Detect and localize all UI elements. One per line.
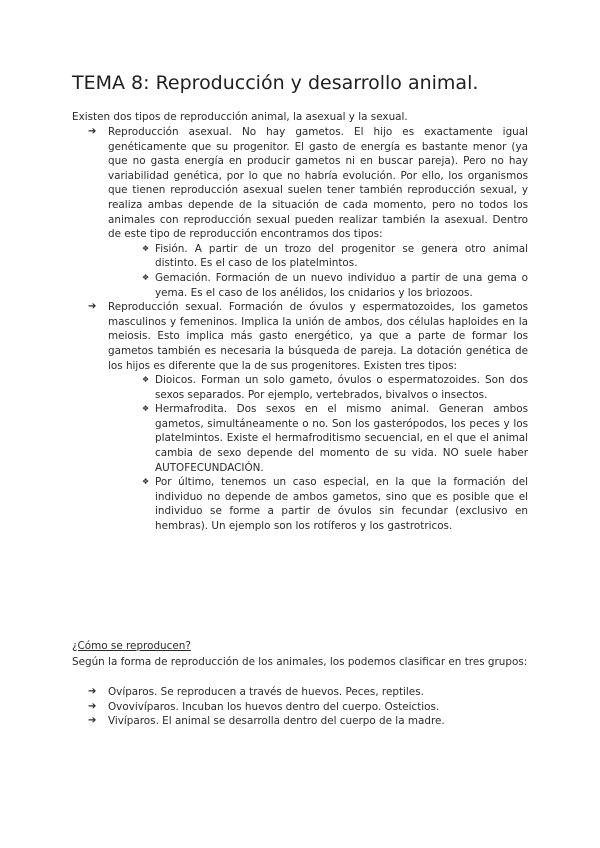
sexual-subtypes bbox=[108, 373, 528, 534]
sub-item-text: Dioicos. Forman un solo gameto, óvulos o espermatozoides. Son dos sexos separados. Por ejemplo, vertebrados, bivalvos o insectos. bbox=[155, 374, 528, 401]
reproduction-types-list bbox=[88, 125, 528, 534]
sub-item-text: Por último, tenemos un caso especial, en la que la formación del individuo no depende de ambos gametos, sino que es posible que el individuo se forme a partir de óvulos sin fecundar (exclusivo en hembras). Un ejemplo son los rotíferos y los gastrotricos. bbox=[155, 476, 528, 533]
asexual-subtypes bbox=[108, 242, 528, 300]
list-item-ovoviviparos bbox=[88, 700, 528, 715]
list-item-sexual bbox=[88, 300, 528, 534]
arrow-bullet-icon: ➔ bbox=[88, 700, 97, 712]
sub-item-dioicos bbox=[142, 373, 528, 402]
sub-item-gemacion bbox=[142, 271, 528, 300]
list-item-text: Ovíparos. Se reproducen a través de huevos. Peces, reptiles. bbox=[108, 686, 424, 698]
section-heading: ¿Cómo se reproducen? bbox=[72, 640, 191, 652]
sub-item-text: Fisión. A partir de un trozo del progenitor se genera otro animal distinto. Es el caso de los platelmintos. bbox=[155, 242, 528, 270]
arrow-bullet-icon: ➔ bbox=[88, 686, 97, 697]
sub-item-text: Hermafrodita. Dos sexos en el mismo animal. Generan ambos gametos, simultáneamente o no. Son los gasterópodos, los peces y los platelmintos. Existe el hermafroditismo secuencial, en el que el animal cambia de sexo depende del momento de su vida. NO suele haber AUTOFECUNDACIÓN. bbox=[155, 403, 528, 474]
arrow-bullet-icon: ➔ bbox=[88, 126, 97, 137]
diamond-bullet-icon: ❖ bbox=[142, 272, 150, 282]
list-item-asexual bbox=[88, 125, 528, 300]
intro-paragraph: Existen dos tipos de reproducción animal, la asexual y la sexual. bbox=[72, 111, 408, 123]
sub-item-caso-especial bbox=[142, 475, 528, 533]
list-item-oviparos bbox=[88, 685, 528, 700]
arrow-bullet-icon: ➔ bbox=[88, 715, 97, 727]
section-paragraph: Según la forma de reproducción de los animales, los podemos clasificar en tres grupos: bbox=[72, 656, 528, 668]
diamond-bullet-icon: ❖ bbox=[142, 477, 150, 487]
sexual-text: Reproducción sexual. Formación de óvulos y espermatozoides, los gametos masculinos y femeninos. Implica la unión de ambos, dos células haploides en la meiosis. Esto implica más gasto energético, ya que a parte de formar los gametos también es necesaria la búsqueda de pareja. La dotación genética de los hijos es diferente que la de sus progenitores. Existen tres tipos: bbox=[108, 301, 528, 372]
sub-item-fision bbox=[142, 242, 528, 271]
asexual-text: Reproducción asexual. No hay gametos. El hijo es exactamente igual genéticamente que su progenitor. El gasto de energía es bastante menor (ya que no gasta energía en producir gametos ni en buscar pareja). Pero no hay variabilidad genética, por lo que no habría evolución. Por ello, los organismos que tienen reproducción asexual suelen tener también reproducción sexual, y realiza ambas depende de la situación de cada momento, pero no todos los animales con reproducción sexual pueden realizar también la asexual. Dentro de este tipo de reproducción encontramos dos tipos: bbox=[108, 126, 528, 241]
diamond-bullet-icon: ❖ bbox=[142, 243, 150, 253]
list-item-text: Ovovivíparos. Incuban los huevos dentro del cuerpo. Osteictios. bbox=[108, 700, 440, 713]
list-item-text: Vivíparos. El animal se desarrolla dentro del cuerpo de la madre. bbox=[108, 715, 445, 728]
sub-item-hermafrodita bbox=[142, 402, 528, 475]
diamond-bullet-icon: ❖ bbox=[142, 375, 150, 385]
arrow-bullet-icon: ➔ bbox=[88, 301, 97, 313]
page-title: TEMA 8: Reproducción y desarrollo animal. bbox=[72, 72, 479, 94]
sub-item-text: Gemación. Formación de un nuevo individuo a partir de una gema o yema. Es el caso de los anélidos, los cnidarios y los briozoos. bbox=[155, 271, 528, 299]
groups-list bbox=[88, 685, 528, 729]
list-item-viviparos bbox=[88, 714, 528, 729]
diamond-bullet-icon: ❖ bbox=[142, 404, 150, 414]
